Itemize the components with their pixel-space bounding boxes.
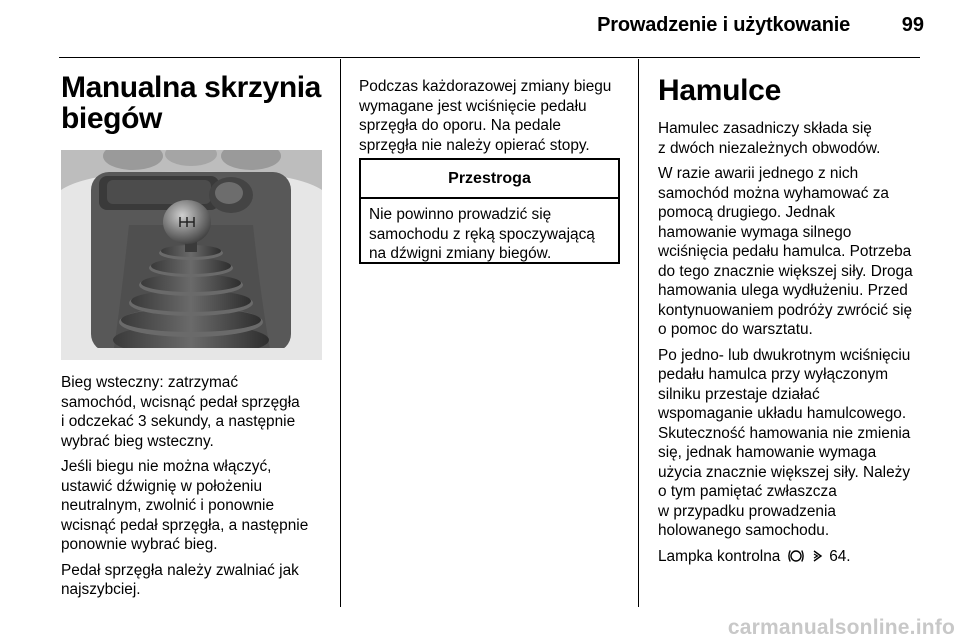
caution-body (361, 199, 618, 264)
text-line: samochód, wcisnąć pedał sprzęgła (61, 393, 300, 411)
text-line: najszybciej. (61, 581, 141, 598)
text-line: Jeśli biegu nie można włączyć, (61, 458, 272, 475)
text-line: do tego znacznie większej siły. Droga (658, 262, 913, 280)
gear-shifter-photo (61, 150, 322, 360)
text-line: samochód można wyhamować za (658, 184, 889, 202)
lamp-reference (658, 547, 926, 567)
brake-warning-lamp-icon (787, 548, 805, 564)
page-reference-arrow-icon (813, 550, 823, 562)
watermark: carmanualsonline.info (727, 616, 955, 639)
header-title: Prowadzenie i użytkowanie (597, 14, 850, 36)
text-line: silniku przestaje działać (658, 385, 820, 403)
text-line: z dwóch niezależnych obwodów. (658, 139, 881, 157)
text-line: ustawić dźwignię w położeniu (61, 477, 263, 495)
title-line: biegów (61, 102, 162, 135)
text-line: użycia znacznie większej siły. Należy (658, 463, 911, 481)
paragraph (658, 164, 926, 340)
paragraph (359, 77, 629, 155)
column-divider (340, 59, 341, 607)
text-line: Po jedno- lub dwukrotnym wciśnięciu (658, 346, 911, 364)
text-line: ponownie wybrać bieg. (61, 536, 218, 553)
text-line: o tym pamiętać zwłaszcza (658, 483, 837, 500)
text-line: W razie awarii jednego z nich (658, 165, 859, 182)
text-line: pedału hamulca przy wyłączonym (658, 366, 889, 383)
text-line: wybrać bieg wsteczny. (61, 432, 214, 450)
page-number: 99 (901, 14, 924, 36)
text-line: samochodu z ręką spoczywającą (369, 225, 595, 243)
section-title-brakes: Hamulce (658, 74, 781, 107)
text-line: w przypadku prowadzenia (658, 502, 836, 520)
text-line: holowanego samochodu. (658, 522, 830, 539)
page-reference: 64. (829, 547, 851, 565)
text-line: hamowanie wymaga silnego (658, 223, 852, 241)
text-line: Podczas każdorazowej zmiany biegu (359, 78, 612, 95)
text-line: Nie powinno prowadzić się (369, 206, 552, 223)
paragraph (658, 346, 926, 541)
text-line: sprzęgła do oporu. Na pedale (359, 117, 561, 134)
text-line: sprzęgła nie należy opierać stopy. (359, 136, 590, 154)
text-line: na dźwigni zmiany biegów. (369, 245, 552, 262)
caution-box (359, 158, 620, 264)
text-line: się, jednak hamowanie wymaga (658, 444, 877, 461)
text-line: i odczekać 3 sekundy, a następnie (61, 413, 296, 430)
lamp-label: Lampka kontrolna (658, 547, 781, 565)
paragraph (61, 457, 336, 555)
paragraph (61, 373, 336, 451)
text-line: hamowania ulega wydłużeniu. Przed (658, 282, 908, 299)
text-line: Bieg wsteczny: zatrzymać (61, 374, 239, 391)
text-line: Hamulec zasadniczy składa się (658, 120, 872, 137)
text-line: wciśnięcia pedału hamulca. Potrzeba (658, 243, 912, 260)
text-line: o pomoc do warsztatu. (658, 321, 813, 338)
text-line: pomocą drugiego. Jednak (658, 204, 836, 221)
text-line: wymagane jest wciśnięcie pedału (359, 97, 587, 115)
manual-gearbox-text (61, 373, 336, 606)
text-line: neutralnym, zwolnić i ponownie (61, 497, 275, 514)
text-line: kontynuowaniem podróży zwrócić się (658, 301, 913, 319)
section-title-manual-gearbox (61, 72, 331, 134)
text-line: Pedał sprzęgła należy zwalniać jak (61, 561, 299, 579)
title-line: Manualna skrzynia (61, 71, 321, 104)
caution-title: Przestroga (361, 160, 618, 199)
text-line: wcisnąć pedał sprzęgła, a następnie (61, 516, 309, 534)
brakes-text (658, 119, 926, 572)
text-line: Skuteczność hamowania nie zmienia (658, 424, 911, 442)
paragraph (658, 119, 926, 158)
header-rule (59, 57, 920, 58)
clutch-pedal-text (359, 77, 629, 161)
text-line: wspomaganie układu hamulcowego. (658, 405, 907, 422)
column-divider (638, 59, 639, 607)
paragraph (61, 561, 336, 600)
